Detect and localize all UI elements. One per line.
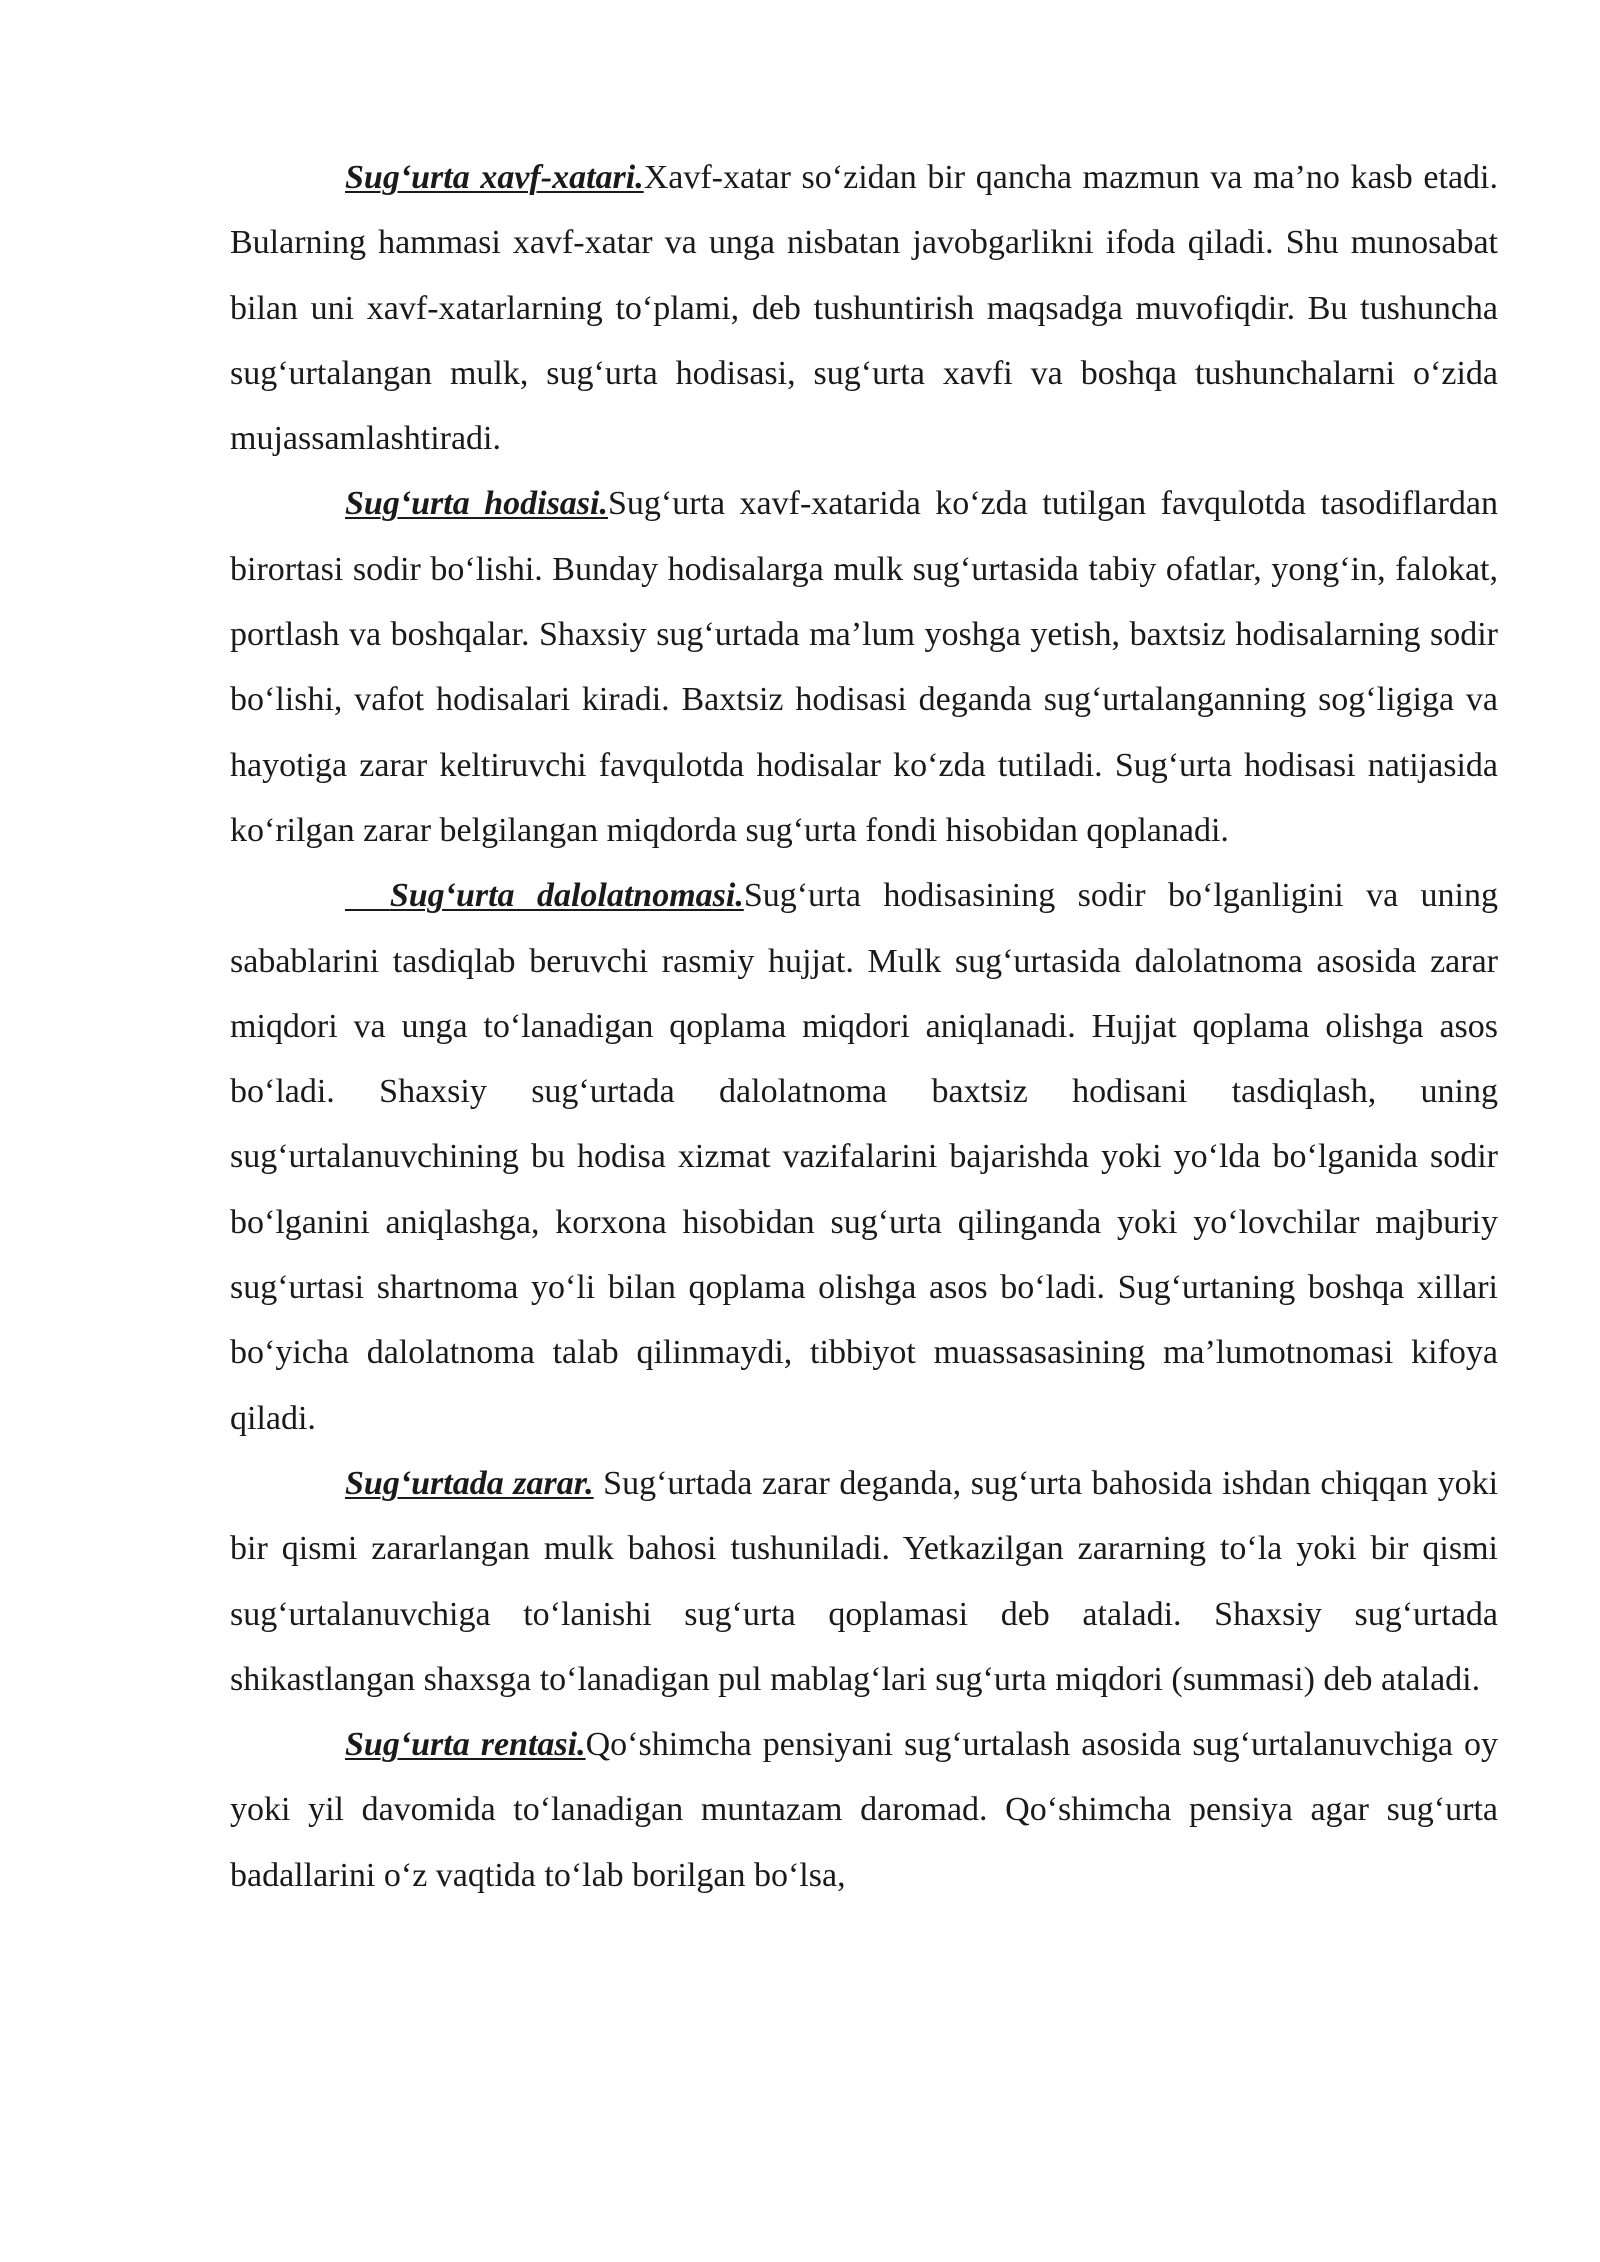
paragraph-sugurtada-zarar xyxy=(230,1451,1498,1712)
term-sugurta-hodisasi: Sug‘urta hodisasi. xyxy=(345,485,608,523)
definition-sugurta-xavf-xatari: Xavf-xatar so‘zidan bir qancha mazmun va ma’no kasb etadi. Bularning hammasi xavf-xatar va unga nisbatan javobgarlikni ifoda qiladi. Shu munosabat bilan uni xavf-xatarlarning to‘plami, deb tushuntirish maqsadga muvofiqdir. Bu tushuncha sug‘urtalangan mulk, sug‘urta hodisasi, sug‘urta xavfi va boshqa tushunchalarni o‘zida mujassamlashtiradi. xyxy=(230,159,1498,458)
document-body xyxy=(230,145,1498,1908)
definition-sugurtada-zarar: Sug‘urtada zarar deganda, sug‘urta bahosida ishdan chiqqan yoki bir qismi zararlangan mulk bahosi tushuniladi. Yetkazilgan zararning to‘la yoki bir qismi sug‘urtalanuvchiga to‘lanishi sug‘urta qoplamasi deb ataladi. Shaxsiy sug‘urtada shikastlangan shaxsga to‘lanadigan pul mablag‘lari sug‘urta miqdori (summasi) deb ataladi. xyxy=(230,1464,1499,1698)
term-sugurta-rentasi: Sug‘urta rentasi. xyxy=(345,1726,586,1764)
definition-sugurta-dalolatnomasi: Sug‘urta hodisasining sodir bo‘lganligini va uning sabablarini tasdiqlab beruvchi rasmiy hujjat. Mulk sug‘urtasida dalolatnoma asosida zarar miqdori va unga to‘lanadigan qoplama miqdori aniqlanadi. Hujjat qoplama olishga asos bo‘ladi. Shaxsiy sug‘urtada dalolatnoma baxtsiz hodisani tasdiqlash, uning sug‘urtalanuvchining bu hodisa xizmat vazifalarini bajarishda yoki yo‘lda bo‘lganida sodir bo‘lganini aniqlashga, korxona hisobidan sug‘urta qilinganda yoki yo‘lovchilar majburiy sug‘urtasi shartnoma yo‘li bilan qoplama olishga asos bo‘ladi. Sug‘urtaning boshqa xillari bo‘yicha dalolatnoma talab qilinmaydi, tibbiyot muassasasining ma’lumotnomasi kifoya qiladi. xyxy=(230,877,1499,1437)
term-sugurta-xavf-xatari: Sug‘urta xavf-xatari. xyxy=(345,159,644,196)
paragraph-sugurta-xavf-xatari xyxy=(230,145,1498,471)
term-sugurta-dalolatnomasi: Sug‘urta dalolatnomasi. xyxy=(345,877,744,915)
paragraph-sugurta-rentasi xyxy=(230,1712,1498,1908)
term-sugurtada-zarar: Sug‘urtada zarar. xyxy=(345,1464,594,1502)
paragraph-sugurta-dalolatnomasi xyxy=(230,863,1498,1451)
definition-sugurta-hodisasi: Sug‘urta xavf-xatarida ko‘zda tutilgan favqulotda tasodiflardan birortasi sodir bo‘lishi. Bunday hodisalarga mulk sug‘urtasida tabiy ofatlar, yong‘in, falokat, portlash va boshqalar. Shaxsiy sug‘urtada ma’lum yoshga yetish, baxtsiz hodisalarning sodir bo‘lishi, vafot hodisalari kiradi. Baxtsiz hodisasi deganda sug‘urtalanganning sog‘ligiga va hayotiga zarar keltiruvchi favqulotda hodisalar ko‘zda tutiladi. Sug‘urta hodisasi natijasida ko‘rilgan zarar belgilangan miqdorda sug‘urta fondi hisobidan qoplanadi. xyxy=(230,485,1498,849)
definition-sugurta-rentasi: Qo‘shimcha pensiyani sug‘urtalash asosida sug‘urtalanuvchiga oy yoki yil davomida to‘lanadigan muntazam daromad. Qo‘shimcha pensiya agar sug‘urta badallarini o‘z vaqtida to‘lab borilgan bo‘lsa, xyxy=(230,1726,1498,1894)
paragraph-sugurta-hodisasi xyxy=(230,471,1498,863)
